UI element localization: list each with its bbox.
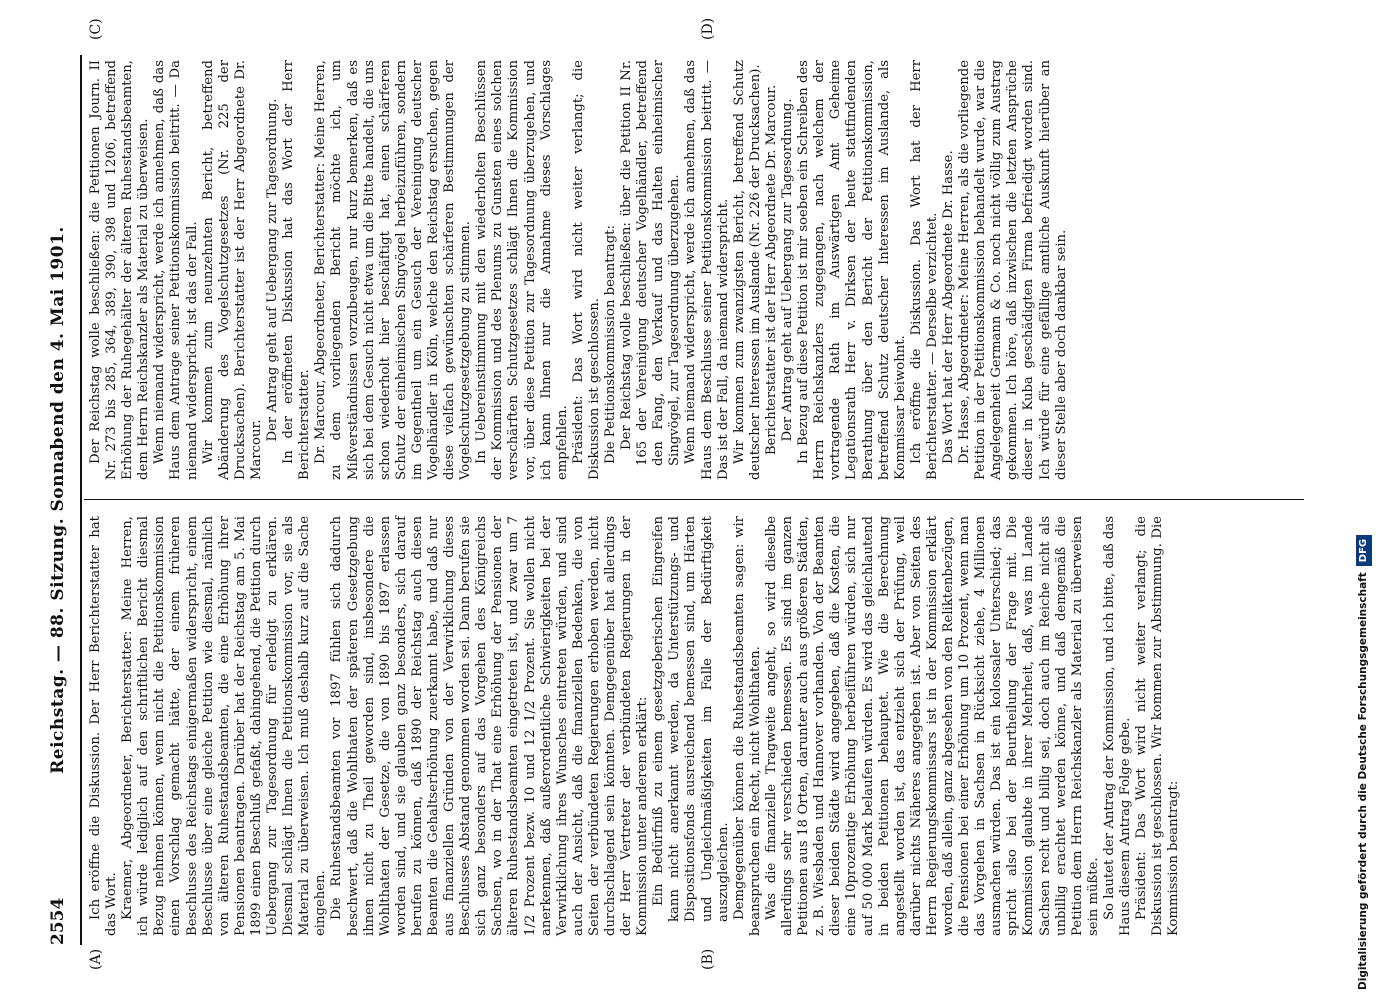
paragraph: Dr. Hasse, Abgeordneter: Meine Herren, als die vorliegende Petition in der Petitionskommission behandelt wurde, war die Angelegenheit Germann & Co. noch nicht völlig zum Austrag gekommen. Ich höre, daß inzwischen die letzten Ansprüche dieser in Kuba geschädigten Firma befriedigt worden sind. Ich würde für eine gefällige amtliche Auskunft hierüber an dieser Stelle aber doch dankbar sein. xyxy=(957,60,1069,480)
margin-letter-c: (C) xyxy=(88,18,104,40)
paragraph: Präsident: Das Wort wird nicht weiter verlangt; die Diskussion ist geschlossen. Wir kommen zur Abstimmung. Die Kommission beantragt: xyxy=(1134,516,1182,936)
paragraph: In Bezug auf diese Petition ist mir soeben ein Schreiben des Herrn Reichskanzlers zugegangen, nach welchem der vortragende Rath im Auswärtigen Amt Geheime Legationsrath Herr v. Dirksen der heute stattfindenden Berathung über den Bericht der Petitionskommission, betreffend Schutz deutscher Interessen im Auslande, als Kommissar beiwohnt. xyxy=(796,60,908,480)
margin-letter-a: (A) xyxy=(88,948,104,970)
credit-text: Digitalisierung gefördert durch die Deutsche Forschungsgemeinschaft xyxy=(1357,572,1369,990)
page-number: 2554 xyxy=(48,897,68,945)
digitization-credit xyxy=(1352,10,1374,990)
right-column xyxy=(88,60,1070,480)
paragraph: Die Ruhestandsbeamten vor 1897 fühlen sich dadurch beschwert, daß die Wohlthaten der späteren Gesetzgebung ihnen nicht zu Theil geworden sind, insbesondere die Wohlthaten der Gesetze, die von 1890 bis 1897 erlassen worden sind, und sie glauben ganz besonders, sich darauf berufen zu können, daß 1890 der Reichstag auch diesen Beamten die Gehaltserhöhung zuerkannt habe, und daß nur aus finanziellen Gründen von der Verwirklichung dieses Beschlusses Abstand genommen worden sei. Dann berufen sie sich ganz besonders auf das Vorgehen des Königreichs Sachsen, wo in der That eine Erhöhung der Pensionen der älteren Ruhestandsbeamten eingetreten ist, und zwar um 7 1/2 Prozent bezw. 10 und 12 1/2 Prozent. Sie wollen nicht anerkennen, daß außerordentliche Schwierigkeiten bei der Verwirklichung ihres Wunsches eintreten würden, und sind auch der Ansicht, daß die finanziellen Bedenken, die von Seiten der verbündeten Regierungen erhoben werden, nicht durchschlagend sein könnten. Demgegenüber hat allerdings der Herr Vertreter der verbündeten Regierungen in der Kommission unter anderem erklärt: xyxy=(329,516,651,936)
paragraph: Der Antrag geht auf Uebergang zur Tagesordnung. xyxy=(780,98,796,442)
paragraph: Wenn niemand widerspricht, werde ich annehmen, daß das Haus dem Beschlusse seiner Petitionskommission beitritt. — Das ist der Fall, da niemand widerspricht. xyxy=(683,60,731,480)
paragraph: Der Reichstag wolle beschließen: die Petitionen Journ. II Nr. 273 bis 285, 364, 389, 390, 398 und 1206, betreffend Erhöhung der Ruhegehälter der älteren Ruhestandsbeamten, dem Herrn Reichskanzler als Material zu überweisen. xyxy=(88,60,152,480)
quoted-paragraph: Der Reichstag wolle beschließen: über die Petition II Nr. 165 der Vereinigung deutscher Vogelhändler, betreffend den Fang, den Verkauf und das Halten einheimischer Singvögel, zur Tagesordnung überzugehen. xyxy=(619,60,683,466)
page-title: Reichstag. — 88. Sitzung. Sonnabend den 4. Mai 1901. xyxy=(48,226,68,774)
paragraph: So lautet der Antrag der Kommission, und ich bitte, daß das Haus diesem Antrag Folge gebe. xyxy=(1101,516,1133,936)
paragraph: Das Wort hat der Herr Abgeordnete Dr. Hasse. xyxy=(940,150,956,464)
paragraph: Wir kommen zum zwanzigsten Bericht, betreffend Schutz deutscher Interessen im Auslande (Nr. 226 der Drucksachen). xyxy=(731,60,763,480)
column-divider xyxy=(84,499,1304,500)
header-rule xyxy=(80,55,82,945)
paragraph: Die Petitionskommission beantragt: xyxy=(603,225,618,464)
paragraph: Kraemer, Abgeordneter, Berichterstatter: Meine Herren, ich würde lediglich auf den schriftlichen Bericht diesmal Bezug nehmen können, wenn nicht die Petitionskommission einen Vorschlag gemacht hätte, der einem früheren Beschlusse des Reichstags einigermaßen widerspricht, einem Beschlusse über eine gleiche Petition wie diesmal, nämlich von älteren Ruhestandsbeamten, die eine Erhöhung ihrer Pensionen beantragen. Darüber hat der Reichstag am 5. Mai 1899 einen Beschluß gefaßt, dahingehend, die Petition durch Uebergang zur Tagesordnung für erledigt zu erklären. Diesmal schlägt Ihnen die Petitionskommission vor, sie als Material zu überweisen. Ich muß deshalb kurz auf die Sache eingehen. xyxy=(120,516,329,936)
paragraph: Dr. Marcour, Abgeordneter, Berichterstatter: Meine Herren, zu dem vorliegenden Bericht möchte ich, um Mißverständnissen vorzubeugen, nur kurz bemerken, daß es sich bei dem Gesuch nicht etwa um die Bitte handelt, die uns schon wiederholt hier beschäftigt hat, einen schärferen Schutz der einheimischen Singvögel herbeizuführen, sondern im Gegentheil um ein Gesuch der Vereinigung deutscher Vogelhändler in Köln, welche den Reichstag ersuchen, gegen diese vielfach gewünschten schärferen Bestimmungen der Vogelschutzgesetzgebung zu stimmen. xyxy=(313,60,474,480)
paragraph: Präsident: Das Wort wird nicht weiter verlangt; die Diskussion ist geschlossen. xyxy=(570,60,602,480)
paragraph: Berichterstatter ist der Herr Abgeordnete Dr. Marcour. xyxy=(763,84,779,456)
running-head xyxy=(48,55,76,945)
paragraph: Ich eröffne die Diskussion. Das Wort hat der Herr Berichterstatter. — Derselbe verzichtet. xyxy=(908,60,940,480)
paragraph: Ich eröffne die Diskussion. Der Herr Berichterstatter hat das Wort. xyxy=(88,516,120,936)
paragraph: Wir kommen zum neunzehnten Bericht, betreffend Abänderung des Vogelschutzgesetzes (Nr. 225 der Drucksachen). Berichterstatter ist der Herr Abgeordnete Dr. Marcour. xyxy=(200,60,264,480)
left-column xyxy=(88,516,1182,936)
paragraph: In der eröffneten Diskussion hat das Wort der Herr Berichterstatter. xyxy=(281,60,313,480)
paragraph: In Uebereinstimmung mit den wiederholten Beschlüssen der Kommission und des Plenums zu Gunsten eines solchen verschärften Schutzgesetzes schlägt Ihnen die Kommission vor, über diese Petition zur Tagesordnung überzugehen, und ich kann Ihnen nur die Annahme dieses Vorschlages empfehlen. xyxy=(474,60,570,480)
paragraph: Demgegenüber können die Ruhestandsbeamten sagen: wir beanspruchen ein Recht, nicht Wohlthaten. xyxy=(731,516,763,936)
paragraph: Wenn niemand widerspricht, werde ich annehmen, daß das Haus dem Antrage seiner Petitionskommission beitritt. — Da niemand widerspricht, ist das der Fall. xyxy=(152,60,200,480)
margin-letter-b: (B) xyxy=(700,948,716,970)
paragraph: Was die finanzielle Tragweite angeht, so wird dieselbe allerdings sehr verschieden bemessen. Es sind im ganzen Petitionen aus 18 Orten, darunter auch aus größeren Städten, z. B. Wiesbaden und Hannover vorhanden. Von der Beamten dieser beiden Städte wird angegeben, daß die Kosten, die eine 10prozentige Erhöhung herbeiführen würden, sich nur auf 50 000 Mark belaufen würden. Es wird das gleichlautend in beiden Petitionen behauptet. Wie die Berechnung angestellt worden ist, das entzieht sich der Prüfung, weil darüber nichts Näheres angegeben ist. Aber von Seiten des Herrn Regierungskommissars ist in der Kommission erklärt worden, daß allein, ganz abgesehen von den Reliktenbezügen, die Pensionen bei einer Erhöhung um 10 Prozent, wenn man das Vorgehen in Sachsen in Rücksicht ziehe, 4 Millionen ausmachen würden. Das ist ein kolossaler Unterschied; das spricht also bei der Beurtheilung der Frage mit. Die Kommission glaubte in ihrer Mehrheit, daß, was im Lande Sachsen recht und billig sei, doch auch im Reiche nicht als unbillig erachtet werden könne, und daß demgemäß die Petition dem Herrn Reichskanzler als Material zu überweisen sein müßte. xyxy=(763,516,1101,936)
margin-letter-d: (D) xyxy=(700,17,716,40)
paragraph: Der Antrag geht auf Uebergang zur Tagesordnung. xyxy=(265,98,281,442)
dfg-logo: DFG xyxy=(1356,535,1372,566)
quoted-paragraph: Ein Bedürfniß zu einem gesetzgeberischen Eingreifen kann nicht anerkannt werden, da Unterstützungs- und Dispositionsfonds ausreichend bemessen sind, um Härten und Ungleichmäßigkeiten im Falle der Bedürftigkeit auszugleichen. xyxy=(651,516,731,922)
